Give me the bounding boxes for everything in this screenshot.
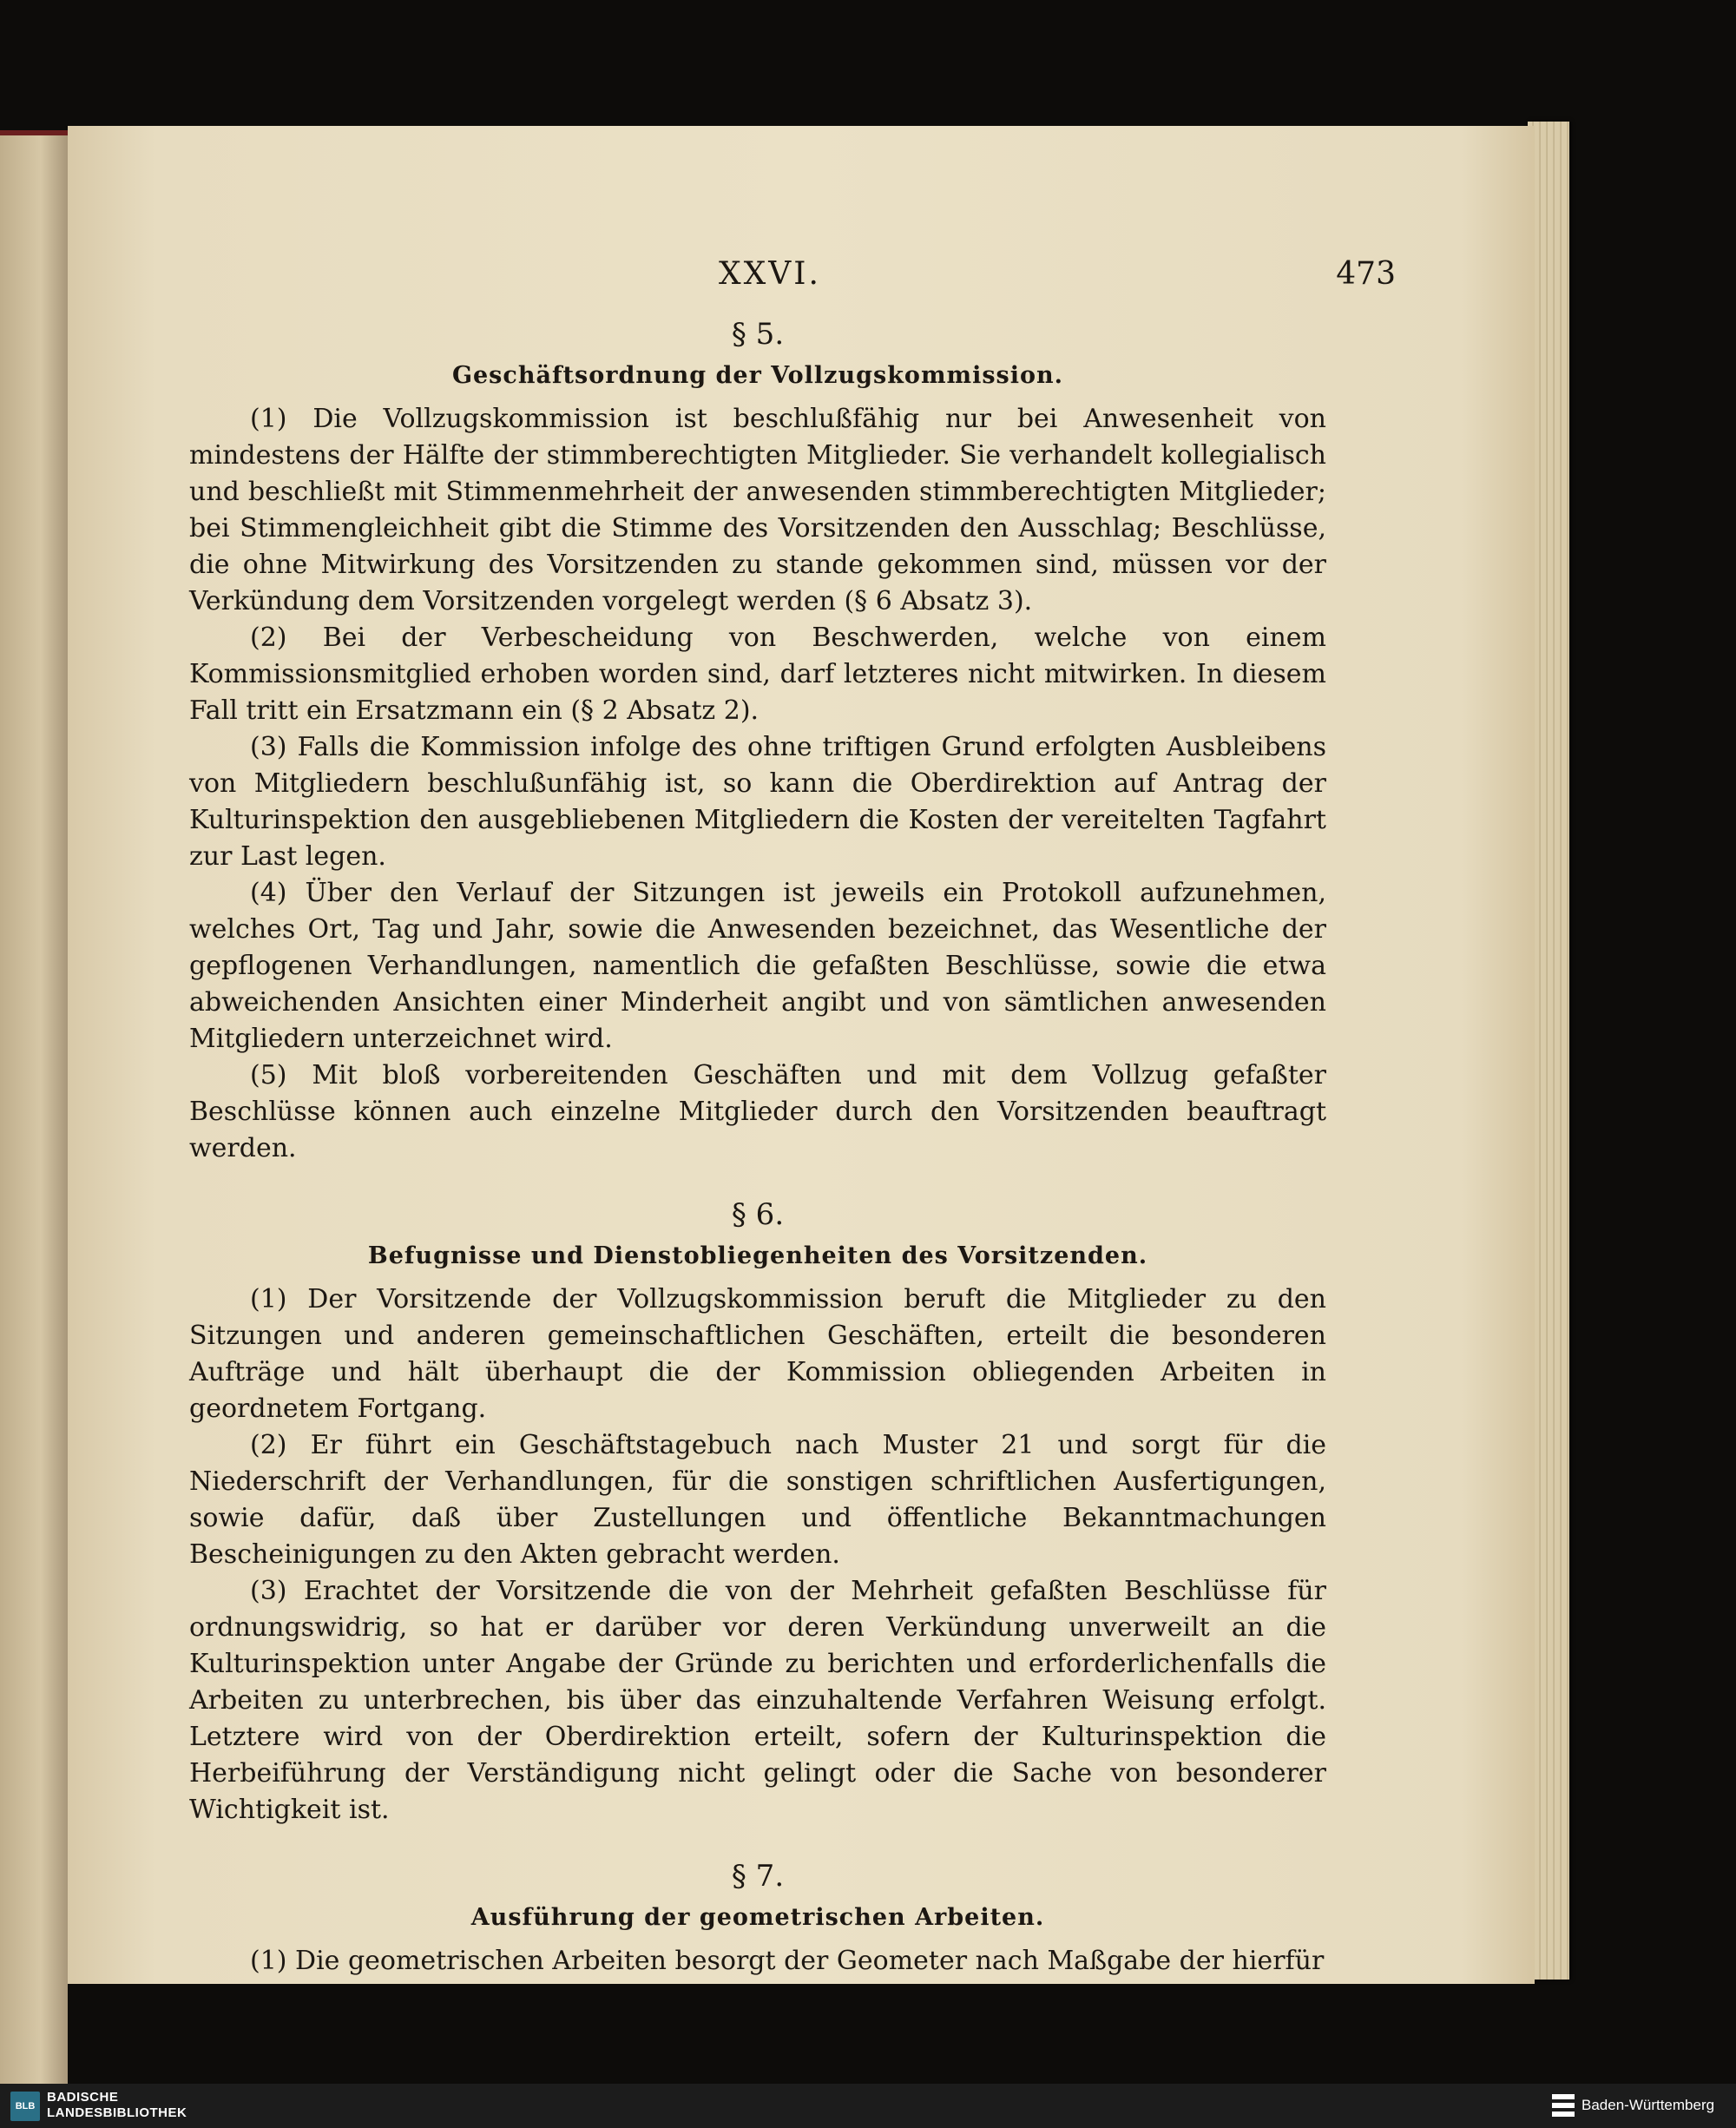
section-5	[189, 316, 1326, 1167]
paragraph: (5) Mit bloß vorbereitenden Geschäften und mit dem Vollzug gefaßter Beschlüsse können auch einzelne Mitglieder durch den Vorsitzenden beauftragt werden.	[189, 1060, 1326, 1163]
paragraph: (1) Die Vollzugskommission ist beschlußfähig nur bei Anwesenheit von mindestens der Hälfte der stimmberechtigten Mitglieder. Sie verhandelt kollegialisch und beschließt mit Stimmenmehrheit der anwesenden stimmberechtigten Mitglieder; bei Stimmengleichheit gibt die Stimme des Vorsitzenden den Ausschlag; Beschlüsse, die ohne Mitwirkung des Vorsitzenden zu stande gekommen sind, müssen vor der Verkündung dem Vorsitzenden vorgelegt werden (§ 6 Absatz 3).	[189, 404, 1326, 616]
section-7	[189, 1858, 1326, 1980]
book-page	[68, 126, 1535, 1984]
state-name[interactable]: Baden-Württemberg	[1581, 2097, 1715, 2113]
paragraph: (1) Die geometrischen Arbeiten besorgt der Geometer nach Maßgabe der hierfür	[250, 1946, 1325, 1976]
paragraph: (2) Bei der Verbescheidung von Beschwerden, welche von einem Kommissionsmitglied erhoben worden sind, darf letzteres nicht mitwirken. In diesem Fall tritt ein Ersatzmann ein (§ 2 Absatz 2).	[189, 623, 1326, 726]
paragraph: (2) Er führt ein Geschäftstagebuch nach Muster 21 und sorgt für die Niederschrift der Verhandlungen, für die sonstigen schriftlichen Ausfertigungen, sowie dafür, daß über Zustellungen und öffentliche Bekanntmachungen Bescheinigungen zu den Akten gebracht werden.	[189, 1430, 1326, 1570]
section-number: § 7.	[731, 1859, 785, 1894]
paragraph: (3) Falls die Kommission infolge des ohne triftigen Grund erfolgten Ausbleibens von Mitgliedern beschlußunfähig ist, so kann die Oberdirektion auf Antrag der Kulturinspektion den ausgebliebenen Mitgliedern die Kosten der vereitelten Tagfahrt zur Last legen.	[189, 732, 1326, 872]
section-title: Befugnisse und Dienstobliegenheiten des Vorsitzenden.	[367, 1242, 1148, 1269]
library-name-line1: BADISCHE	[47, 2090, 119, 2105]
paragraph: (4) Über den Verlauf der Sitzungen ist jeweils ein Protokoll aufzunehmen, welches Ort, Tag und Jahr, sowie die Anwesenden bezeichnet, das Wesentliche der gepflogenen Verhandlungen, namentlich die gefaßten Beschlüsse, sowie die etwa abweichenden Ansichten einer Minderheit angibt und von sämtlichen anwesenden Mitgliedern unterzeichnet wird.	[189, 878, 1326, 1054]
page-number: 473	[1336, 256, 1396, 292]
section-number: § 5.	[731, 317, 785, 352]
section-6	[189, 1196, 1326, 1828]
page-content	[189, 313, 1326, 1980]
left-page-edge	[0, 130, 68, 2089]
section-title: Geschäftsordnung der Vollzugskommission.	[451, 362, 1064, 389]
paragraph: (1) Der Vorsitzende der Vollzugskommission beruft die Mitglieder zu den Sitzungen und anderen gemeinschaftlichen Geschäften, erteilt die besonderen Aufträge und hält überhaupt die der Kommission obliegenden Arbeiten in geordnetem Fortgang.	[189, 1284, 1326, 1424]
baden-wuerttemberg-lions-icon[interactable]	[1550, 2092, 1576, 2120]
viewer-footer	[0, 2084, 1736, 2128]
section-number: § 6.	[731, 1197, 785, 1232]
paragraph: (3) Erachtet der Vorsitzende die von der Mehrheit gefaßten Beschlüsse für ordnungswidrig, so hat er darüber vor deren Verkündung unverweilt an die Kulturinspektion unter Angabe der Gründe zu berichten und erforderlichenfalls die Arbeiten zu unterbrechen, bis über das einzuhaltende Verfahren Weisung erfolgt. Letztere wird von der Oberdirektion erteilt, sofern der Kulturinspektion die Herbeiführung der Verständigung nicht gelingt oder die Sache von besonderer Wichtigkeit ist.	[189, 1576, 1326, 1825]
page-header	[68, 256, 1535, 308]
running-head: XXVI.	[719, 256, 821, 292]
library-name-line2: LANDESBIBLIOTHEK	[47, 2105, 187, 2120]
blb-logo-icon[interactable]: BLB	[10, 2092, 40, 2121]
library-name[interactable]	[47, 2090, 187, 2121]
section-title: Ausführung der geometrischen Arbeiten.	[470, 1904, 1045, 1931]
